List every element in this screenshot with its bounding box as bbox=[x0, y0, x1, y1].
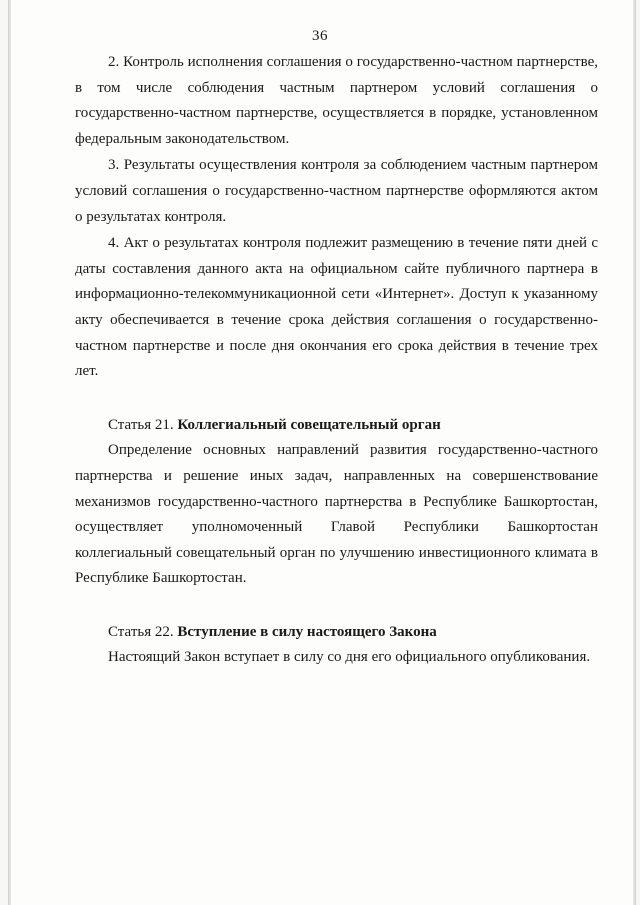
paragraph-3: 3. Результаты осуществления контроля за соблюдением частным партнером условий соглашения о государственно-частном партнерстве оформляются актом о результатах контроля. bbox=[75, 157, 598, 225]
paragraph-4: 4. Акт о результатах контроля подлежит размещению в течение пяти дней с даты составления данного акта на официальном сайте публичного партнера в информационно-телекоммуникационной сети «Интернет». Доступ к указанному акту обеспечивается в течение срока действия соглашения о государственно-частном партнерстве и после дня окончания его срока действия в течение трех лет. bbox=[75, 235, 598, 380]
article-22-prefix: Статья 22. bbox=[108, 623, 174, 640]
section-gap bbox=[75, 385, 598, 413]
page-edge-left bbox=[8, 0, 11, 905]
article-21-prefix: Статья 21. bbox=[108, 416, 174, 433]
article-21-text: Определение основных направлений развития государственно-частного партнерства и решение иных задач, направленных на совершенствование механизмов государственно-частного партнерства в Республике Башкортостан, осуществляет уполномоченный Главой Республики Башкортостан коллегиальный совещательный орган по улучшению инвестиционного климата в Республике Башкортостан. bbox=[75, 442, 598, 587]
article-22-title: Вступление в силу настоящего Закона bbox=[177, 623, 437, 640]
article-22-text: Настоящий Закон вступает в силу со дня его официального опубликования. bbox=[108, 649, 591, 666]
page-number: 36 bbox=[312, 28, 328, 44]
page-edge-right bbox=[633, 0, 636, 905]
article-21-title: Коллегиальный совещательный орган bbox=[177, 416, 441, 433]
document-body bbox=[75, 50, 598, 671]
article-22-heading bbox=[75, 620, 598, 646]
article-21-heading bbox=[75, 413, 598, 439]
paragraph-2: 2. Контроль исполнения соглашения о государственно-частном партнерстве, в том числе соблюдения частным партнером условий соглашения о государственно-частном партнерстве, осуществляется в порядке, установленном федеральным законодательством. bbox=[75, 54, 598, 147]
section-gap bbox=[75, 592, 598, 620]
